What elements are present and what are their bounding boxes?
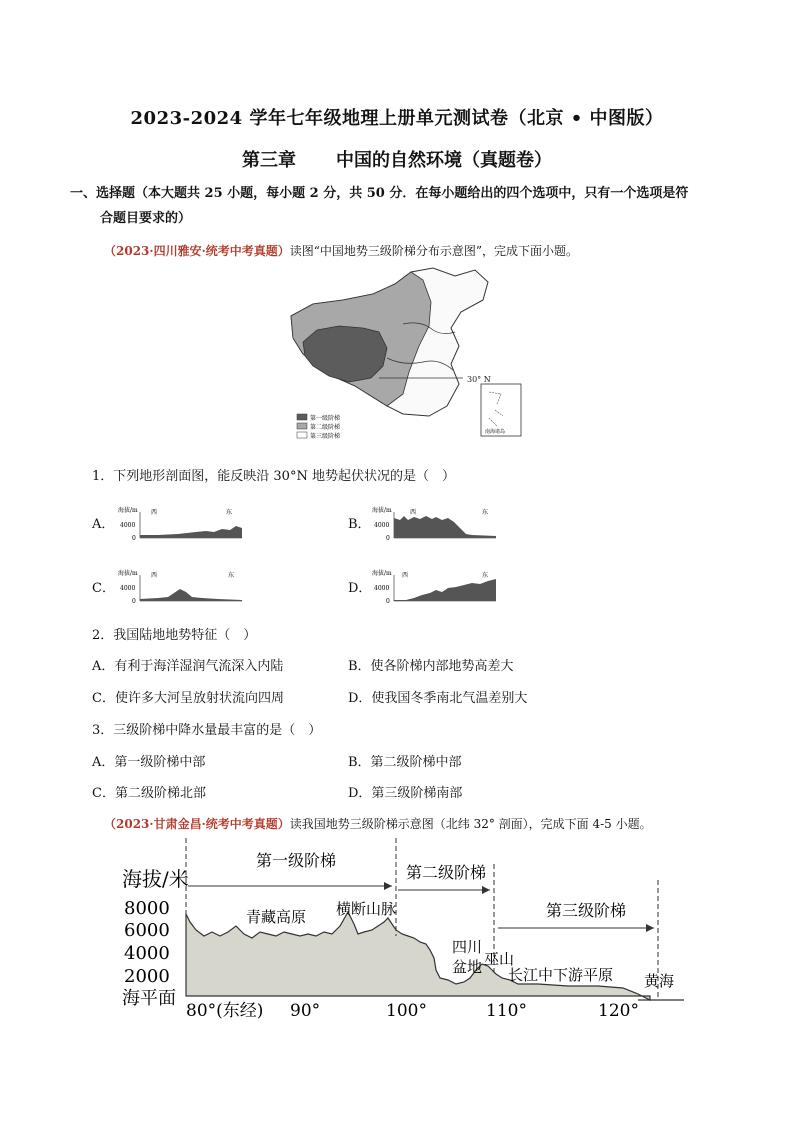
label-yellow-sea: 黄海 [644, 972, 675, 990]
q1-option-b-letter[interactable]: B． [348, 517, 371, 532]
section-line-2: 合题目要求的） [100, 211, 192, 226]
group2-intro: 读我国地势三级阶梯示意图（北纬 32° 剖面），完成下面 4-5 小题。 [289, 817, 652, 831]
map-legend [297, 414, 340, 440]
q1a-ylabel: 海拔/m [118, 507, 138, 514]
q1d-west: 西 [402, 572, 409, 579]
q1a-east: 东 [226, 509, 233, 516]
legend-step2: 第二级阶梯 [310, 424, 341, 431]
q1d-ylabel: 海拔/m [372, 570, 392, 577]
group2-source: （2023·甘肃金昌·统考中考真题） [104, 817, 290, 831]
xtick-90: 90° [290, 1001, 321, 1021]
q1-option-a-profile[interactable] [118, 504, 244, 546]
q2-option-d[interactable]: D．使我国冬季南北气温差别大 [348, 691, 528, 706]
step2-label: 第二级阶梯 [406, 863, 487, 882]
q1c-tick: 4000 [120, 585, 136, 592]
ytick-8000: 8000 [124, 898, 170, 919]
label-sichuan: 四川 [452, 938, 483, 956]
q1b-tick: 4000 [374, 522, 390, 529]
section-instructions [70, 181, 730, 231]
q3-option-d[interactable]: D．第三级阶梯南部 [348, 786, 463, 801]
q1-option-c-letter[interactable]: C． [92, 581, 115, 596]
group1-source: （2023·四川雅安·统考中考真题） [104, 244, 290, 258]
south-china-sea-inset [481, 384, 521, 436]
label-basin: 盆地 [452, 958, 483, 976]
group2-source-line [104, 815, 652, 832]
question-3-stem: 3．三级阶梯中降水量最丰富的是（ ） [92, 723, 322, 738]
q1b-ylabel: 海拔/m [372, 507, 392, 514]
chapter-name: 中国的自然环境（真题卷） [336, 150, 552, 171]
label-wushan: 巫山 [484, 950, 515, 968]
profile-ylabel: 海拔/米 [122, 867, 189, 891]
chapter-heading [0, 146, 794, 172]
q1-option-d-profile[interactable] [372, 567, 498, 609]
china-terrain-map [283, 266, 528, 446]
q1d-east: 东 [482, 572, 489, 579]
q1c-zero: 0 [132, 598, 136, 605]
terrain-profile-figure [118, 838, 688, 1028]
latitude-label: 30° N [467, 375, 491, 384]
q1-option-a-letter[interactable]: A． [92, 517, 115, 532]
q1a-tick: 4000 [120, 522, 136, 529]
q1c-ylabel: 海拔/m [118, 570, 138, 577]
q1d-zero: 0 [386, 598, 390, 605]
xtick-110: 110° [486, 1001, 527, 1021]
xtick-120: 120° [598, 1001, 639, 1021]
group1-intro: 读图“中国地势三级阶梯分布示意图”，完成下面小题。 [289, 244, 579, 258]
label-qingzang-plateau: 青藏高原 [246, 908, 307, 926]
group1-source-line [104, 242, 578, 259]
q3-option-a[interactable]: A．第一级阶梯中部 [92, 755, 206, 770]
q1c-west: 西 [151, 572, 158, 579]
legend-step3: 第三级阶梯 [310, 433, 341, 440]
q1b-east: 东 [482, 509, 489, 516]
question-1-stem: 1．下列地形剖面图，能反映沿 30°N 地势起伏状况的是（ ） [92, 469, 455, 484]
ytick-4000: 4000 [124, 943, 170, 964]
q1-option-b-profile[interactable] [372, 504, 498, 546]
q1d-tick: 4000 [374, 585, 390, 592]
q2-option-b[interactable]: B．使各阶梯内部地势高差大 [348, 659, 514, 674]
ytick-6000: 6000 [124, 920, 170, 941]
q1-option-c-profile[interactable] [118, 567, 244, 609]
legend-step1: 第一级阶梯 [310, 415, 341, 422]
q1a-zero: 0 [132, 535, 136, 542]
label-changjiang-plain: 长江中下游平原 [508, 966, 614, 984]
question-2-stem: 2．我国陆地地势特征（ ） [92, 628, 257, 643]
xtick-100: 100° [386, 1001, 427, 1021]
q2-option-c[interactable]: C．使许多大河呈放射状流向四周 [92, 691, 284, 706]
xtick-80: 80°(东经) [186, 1001, 264, 1021]
q1b-west: 西 [410, 509, 417, 516]
inset-label: 南海诸岛 [485, 429, 506, 435]
q1b-zero: 0 [386, 535, 390, 542]
q3-option-c[interactable]: C．第二级阶梯北部 [92, 786, 206, 801]
step1-label: 第一级阶梯 [256, 851, 337, 870]
q1-option-d-letter[interactable]: D． [348, 581, 372, 596]
q1c-east: 东 [228, 572, 235, 579]
section-line-1: 一、选择题（本大题共 25 小题，每小题 2 分，共 50 分．在每小题给出的四个选项中，只有一个选项是符 [70, 186, 689, 201]
ytick-sea-level: 海平面 [122, 988, 176, 1009]
label-hengduan-mountains: 横断山脉 [336, 900, 397, 918]
q1a-west: 西 [151, 509, 158, 516]
step3-label: 第三级阶梯 [546, 901, 627, 920]
ytick-2000: 2000 [124, 966, 170, 987]
q3-option-b[interactable]: B．第二级阶梯中部 [348, 755, 462, 770]
exam-title: 2023-2024 学年七年级地理上册单元测试卷（北京 • 中图版） [130, 108, 664, 129]
q2-option-a[interactable]: A．有利于海洋湿润气流深入内陆 [92, 659, 284, 674]
chapter-number: 第三章 [242, 150, 296, 171]
